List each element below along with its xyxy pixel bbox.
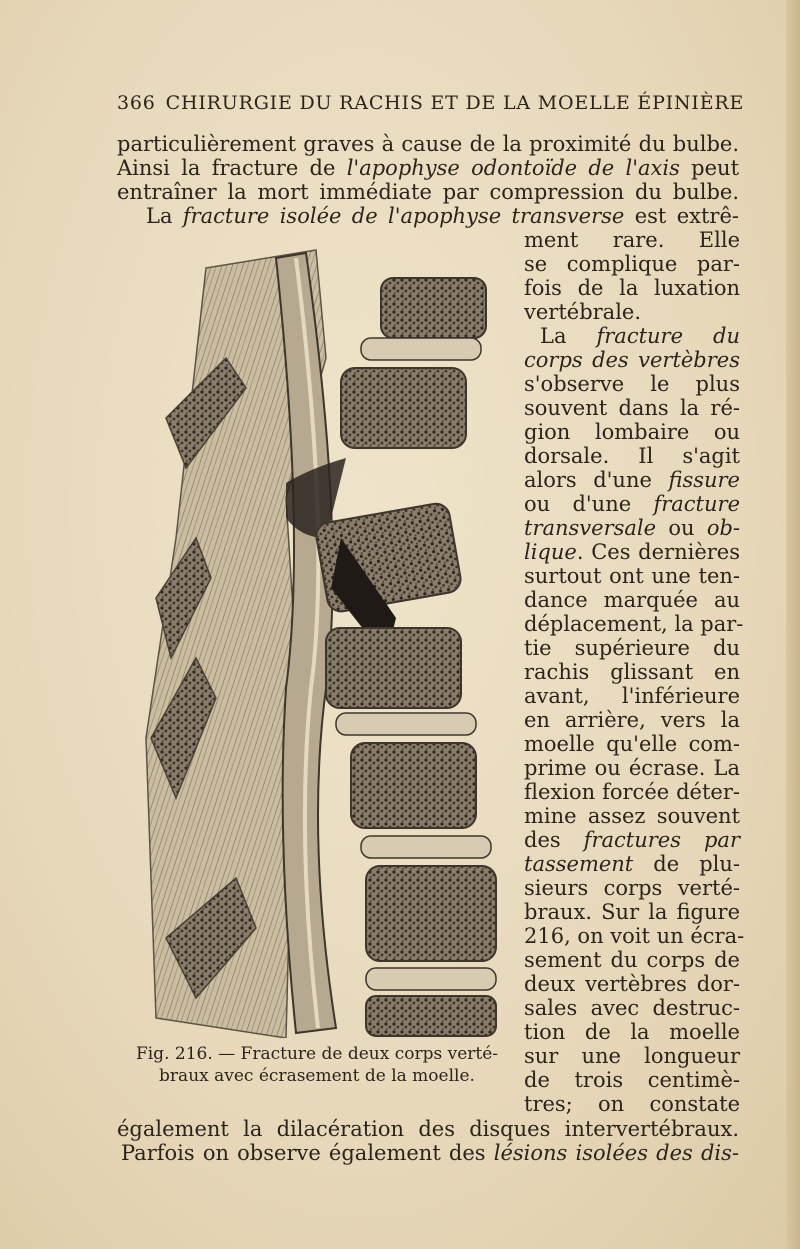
column-line: lique. Ces dernières	[524, 540, 740, 564]
column-line: surtout ont une ten-	[524, 564, 740, 588]
column-line: dorsale. Il s'agit	[524, 444, 740, 468]
text-line: La fracture isolée de l'apophyse transverse est extrê-	[146, 204, 739, 228]
text-line: entraîner la mort immédiate par compression du bulbe.	[117, 180, 739, 204]
figure-spine-section	[136, 238, 510, 1038]
column-line: corps des vertèbres	[524, 348, 740, 372]
column-line: sales avec destruc-	[524, 996, 740, 1020]
column-line: en arrière, vers la	[524, 708, 740, 732]
column-line: déplacement, la par-	[524, 612, 744, 636]
column-line: tion de la moelle	[524, 1020, 740, 1044]
column-line: deux vertèbres dor-	[524, 972, 740, 996]
text-line: Parfois on observe également des lésions isolées des dis-	[121, 1141, 739, 1165]
column-line: sur une longueur	[524, 1044, 740, 1068]
page-number: 366	[117, 92, 156, 114]
column-line: tres; on constate	[524, 1092, 740, 1116]
running-title: CHIRURGIE DU RACHIS ET DE LA MOELLE ÉPINIÈRE	[165, 92, 745, 114]
column-line: La fracture du	[540, 324, 740, 348]
column-line: se complique par-	[524, 252, 740, 276]
column-line: moelle qu'elle com-	[524, 732, 740, 756]
text-line: Ainsi la fracture de l'apophyse odontoïde de l'axis peut	[117, 156, 740, 180]
spine-section-illustration	[136, 238, 510, 1038]
caption-line: braux avec écrasement de la moelle.	[159, 1066, 475, 1086]
column-line: flexion forcée déter-	[524, 780, 740, 804]
column-line: transversale ou ob-	[524, 516, 740, 540]
column-line: prime ou écrase. La	[524, 756, 740, 780]
column-line: ou d'une fracture	[524, 492, 740, 516]
column-line: des fractures par	[524, 828, 740, 852]
caption-line: Fig. 216. — Fracture de deux corps verté-	[135, 1044, 499, 1064]
column-line: souvent dans la ré-	[524, 396, 740, 420]
column-line: gion lombaire ou	[524, 420, 740, 444]
column-line: rachis glissant en	[524, 660, 740, 684]
text-line: également la dilacération des disques intervertébraux.	[117, 1117, 739, 1141]
column-line: vertébrale.	[524, 300, 642, 324]
page-edge	[786, 0, 800, 1249]
column-line: braux. Sur la figure	[524, 900, 740, 924]
figure-caption	[117, 1043, 517, 1087]
column-line: fois de la luxation	[524, 276, 740, 300]
column-line: sement du corps de	[524, 948, 740, 972]
column-line: ment rare. Elle	[524, 228, 740, 252]
column-line: 216, on voit un écra-	[524, 924, 745, 948]
running-head	[117, 92, 747, 114]
text-line: particulièrement graves à cause de la proximité du bulbe.	[117, 132, 739, 156]
column-line: s'observe le plus	[524, 372, 740, 396]
column-line: sieurs corps verté-	[524, 876, 740, 900]
column-line: mine assez souvent	[524, 804, 740, 828]
column-line: alors d'une fissure	[524, 468, 740, 492]
column-line: de trois centimè-	[524, 1068, 740, 1092]
column-line: dance marquée au	[524, 588, 740, 612]
column-line: tie supérieure du	[524, 636, 740, 660]
column-line: avant, l'inférieure	[524, 684, 740, 708]
column-line: tassement de plu-	[524, 852, 740, 876]
